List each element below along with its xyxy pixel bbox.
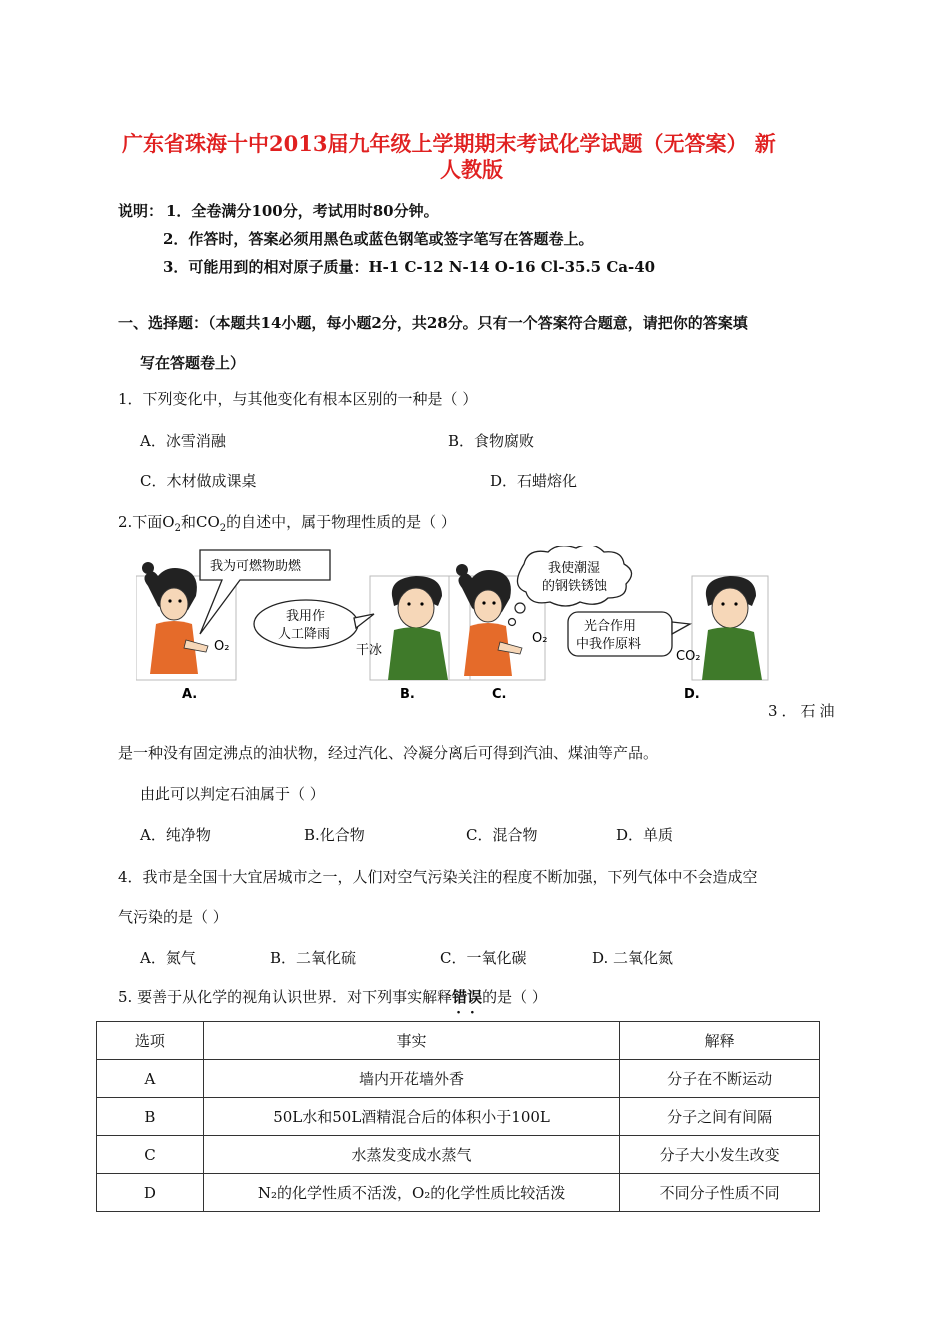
- note-1: 1．全卷满分100分，考试用时80分钟。: [166, 202, 439, 220]
- table-cell: 分子之间有间隔: [620, 1098, 820, 1136]
- table-header: 选项: [97, 1022, 204, 1060]
- fig-label-d: D.: [684, 687, 700, 702]
- girl-figure-a: [142, 562, 208, 674]
- q3-option-b: B.化合物: [304, 826, 365, 844]
- section-heading-2: 写在答题卷上）: [140, 354, 246, 372]
- q1-option-c: C．木材做成课桌: [140, 472, 257, 490]
- table-cell: A: [97, 1060, 204, 1098]
- table-row: [97, 1060, 820, 1098]
- q3-option-c: C．混合物: [466, 826, 538, 844]
- q4-option-a: A．氮气: [140, 949, 196, 967]
- section-heading: 一、选择题：（本题共14小题，每小题2分，共28分。只有一个答案符合题意，请把你的答案填: [118, 314, 748, 332]
- fig-label-b: B.: [400, 687, 415, 702]
- table-cell: 不同分子性质不同: [620, 1174, 820, 1212]
- q1-option-b: B．食物腐败: [448, 432, 535, 450]
- q1-stem: 1．下列变化中，与其他变化有根本区别的一种是（ ）: [118, 390, 478, 408]
- notes-label: 说明：: [118, 202, 164, 220]
- q3-option-d: D．单质: [616, 826, 674, 844]
- gas-label-a: O₂: [214, 639, 230, 654]
- fig-label-c: C.: [492, 687, 507, 702]
- gas-label-d: CO₂: [676, 649, 701, 664]
- q1-option-d: D．石蜡熔化: [490, 472, 578, 490]
- q4-option-c: C．一氧化碳: [440, 949, 527, 967]
- boy-figure-d: [702, 576, 762, 680]
- q4-option-b: B．二氧化硫: [270, 949, 357, 967]
- table-row: [97, 1098, 820, 1136]
- table-cell: 50L水和50L酒精混合后的体积小于100L: [203, 1098, 619, 1136]
- table-row: [97, 1136, 820, 1174]
- bubble-c-text-1: 我使潮湿: [548, 561, 601, 576]
- table-header: 事实: [203, 1022, 619, 1060]
- q4-option-d: D. 二氧化氮: [592, 949, 674, 967]
- bubble-b-text-1: 我用作: [286, 609, 326, 624]
- table-cell: B: [97, 1098, 204, 1136]
- gas-label-c: O₂: [532, 631, 548, 646]
- page-title: 广东省珠海十中2013届九年级上学期期末考试化学试题（无答案） 新: [122, 131, 776, 156]
- bubble-b-text-2: 人工降雨: [278, 627, 331, 642]
- table-cell: 墙内开花墙外香: [203, 1060, 619, 1098]
- bubble-a-text: 我为可燃物助燃: [210, 559, 302, 574]
- table-row: [97, 1174, 820, 1212]
- gas-label-b: 干冰: [356, 643, 383, 658]
- table-cell: D: [97, 1174, 204, 1212]
- table-cell: N₂的化学性质不活泼，O₂的化学性质比较活泼: [203, 1174, 619, 1212]
- q3-option-a: A．纯净物: [140, 826, 211, 844]
- bubble-d-text-1: 光合作用: [584, 619, 637, 634]
- table-cell: C: [97, 1136, 204, 1174]
- table-cell: 水蒸发变成水蒸气: [203, 1136, 619, 1174]
- q5-table: [96, 1021, 820, 1212]
- table-cell: 分子在不断运动: [620, 1060, 820, 1098]
- boy-figure-b: [388, 576, 448, 680]
- q5-emphasis: 错误 · ·: [452, 988, 482, 1006]
- note-2: 2．作答时，答案必须用黑色或蓝色钢笔或签字笔写在答题卷上。: [163, 230, 594, 248]
- q2-figure: [136, 546, 776, 704]
- bubble-c-text-2: 的钢铁锈蚀: [542, 579, 608, 594]
- q4-stem: 4．我市是全国十大宜居城市之一，人们对空气污染关注的程度不断加强，下列气体中不会造成空: [118, 868, 758, 886]
- q3-number: 3．石油: [768, 702, 839, 720]
- q4-stem-2: 气污染的是（ ）: [118, 908, 228, 926]
- table-header-row: [97, 1022, 820, 1060]
- table-cell: 分子大小发生改变: [620, 1136, 820, 1174]
- q1-option-a: A．冰雪消融: [140, 432, 226, 450]
- bubble-d-text-2: 中我作原料: [576, 637, 642, 652]
- q5-stem: 5. 要善于从化学的视角认识世界．对下列事实解释错误 · ·的是（ ）: [118, 986, 547, 1007]
- note-3: 3．可能用到的相对原子质量：H-1 C-12 N-14 O-16 Cl-35.5 Ca-40: [163, 258, 656, 276]
- fig-label-a: A.: [182, 687, 198, 702]
- page-title-line2: 人教版: [440, 157, 503, 182]
- q2-stem: 2.下面$O_2$和$CO_2$的自述中，属于物理性质的是（ ）: [118, 513, 456, 534]
- q3-stem-2: 由此可以判定石油属于（ ）: [140, 785, 325, 803]
- table-header: 解释: [620, 1022, 820, 1060]
- q3-stem: 是一种没有固定沸点的油状物，经过汽化、冷凝分离后可得到汽油、煤油等产品。: [118, 744, 659, 762]
